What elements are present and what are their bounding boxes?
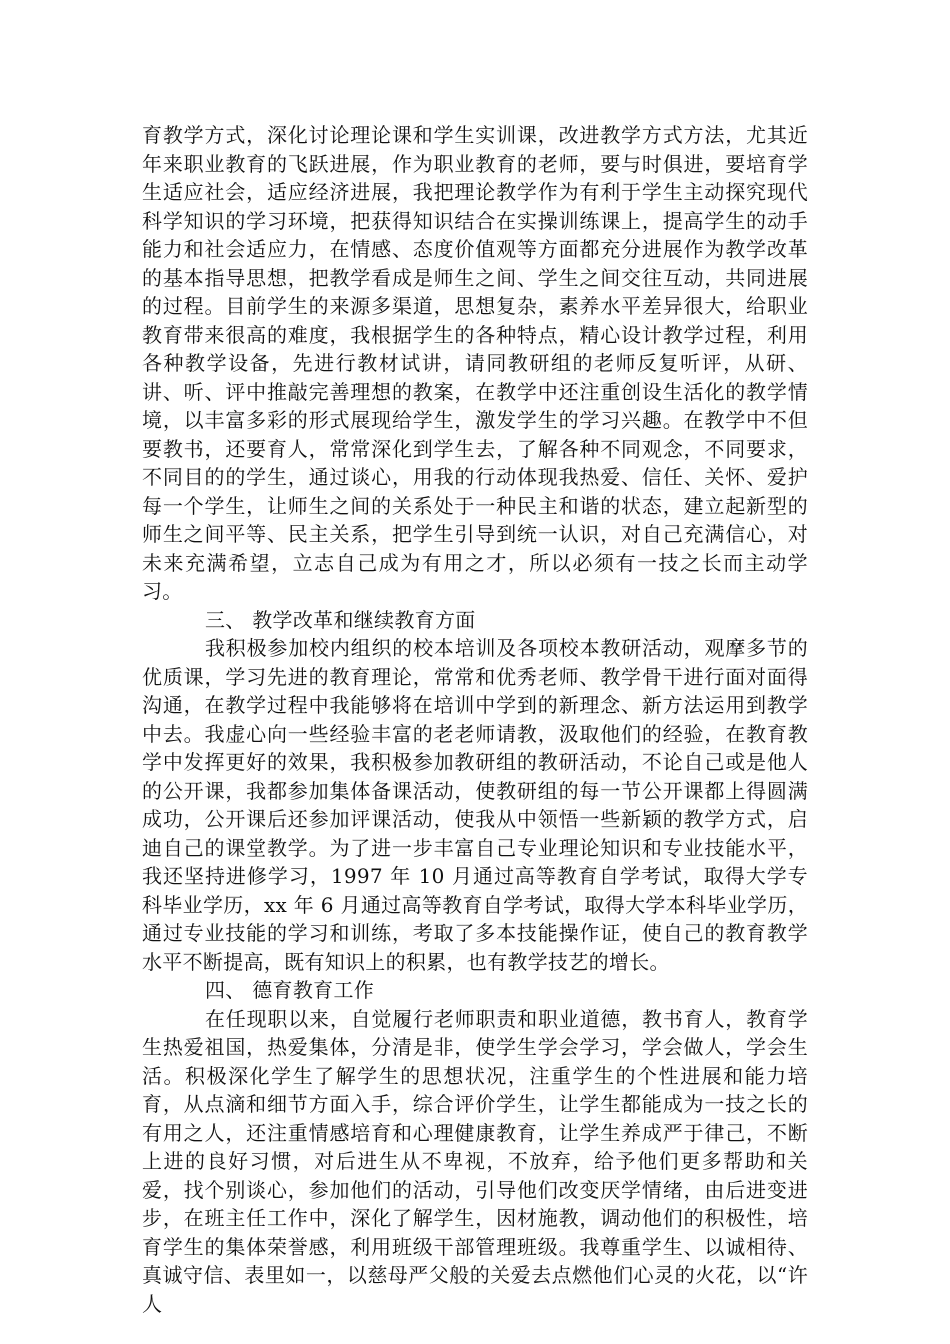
document-page <box>142 121 808 1318</box>
paragraph-teaching-methods: 育教学方式，深化讨论理论课和学生实训课，改进教学方式方法，尤其近年来职业教育的飞跃进展，作为职业教育的老师，要与时俱进，要培育学生适应社会，适应经济进展，我把理论教学作为有利于学生主动探究现代科学知识的学习环境，把获得知识结合在实操训练课上，提高学生的动手能力和社会适应力，在情感、态度价值观等方面都充分进展作为教学改革的基本指导思想，把教学看成是师生之间、学生之间交往互动，共同进展的过程。目前学生的来源多渠道，思想复杂，素养水平差异很大，给职业教育带来很高的难度，我根据学生的各种特点，精心设计教学过程，利用各种教学设备，先进行教材试讲，请同教研组的老师反复听评，从研、讲、听、评中推敲完善理想的教案，在教学中还注重创设生活化的教学情境，以丰富多彩的形式展现给学生，激发学生的学习兴趣。在教学中不但要教书，还要育人，常常深化到学生去，了解各种不同观念，不同要求，不同目的的学生，通过谈心，用我的行动体现我热爱、信任、关怀、爱护每一个学生，让师生之间的关系处于一种民主和谐的状态，建立起新型的师生之间平等、民主关系，把学生引导到统一认识，对自己充满信心，对未来充满希望，立志自己成为有用之才，所以必须有一技之长而主动学习。 <box>142 123 808 603</box>
section-heading-3: 三、 教学改革和继续教育方面 <box>205 607 476 632</box>
paragraph-moral-education: 在任现职以来，自觉履行老师职责和职业道德，教书育人，教育学生热爱祖国，热爱集体，分清是非，使学生学会学习，学会做人，学会生活。积极深化学生了解学生的思想状况，注重学生的个性进展和能力培育，从点滴和细节方面入手，综合评价学生，让学生都能成为一技之长的有用之人，还注重情感培育和心理健康教育，让学生养成严于律己，不断上进的良好习惯，对后进生从不卑视，不放弃，给予他们更多帮助和关爱，找个别谈心，参加他们的活动，引导他们改变厌学情绪，由后进变进步，在班主任工作中，深化了解学生，因材施教，调动他们的积极性，培育学生的集体荣誉感，利用班级干部管理班级。我尊重学生、以诚相待、真诚守信、表里如一，以慈母严父般的关爱去点燃他们心灵的火花，以“许人 <box>142 1006 808 1316</box>
paragraph-continuing-education: 我积极参加校内组织的校本培训及各项校本教研活动，观摩多节的优质课，学习先进的教育理论，常常和优秀老师、教学骨干进行面对面得沟通，在教学过程中我能够将在培训中学到的新理念、新方法运用到教学中去。我虚心向一些经验丰富的老老师请教，汲取他们的经验，在教育教学中发挥更好的效果，我积极参加教研组的教研活动，不论自己或是他人的公开课，我都参加集体备课活动，使教研组的每一节公开课都上得圆满成功，公开课后还参加评课活动，使我从中领悟一些新颖的教学方式，启迪自己的课堂教学。为了进一步丰富自己专业理论知识和专业技能水平，我还坚持进修学习，1997 年 10 月通过高等教育自学考试，取得大学专科毕业学历，xx 年 6 月通过高等教育自学考试，取得大学本科毕业学历，通过专业技能的学习和训练，考取了多本技能操作证，使自己的教育教学水平不断提高，既有知识上的积累，也有教学技艺的增长。 <box>142 636 808 974</box>
section-heading-4: 四、 德育教育工作 <box>205 978 375 1002</box>
